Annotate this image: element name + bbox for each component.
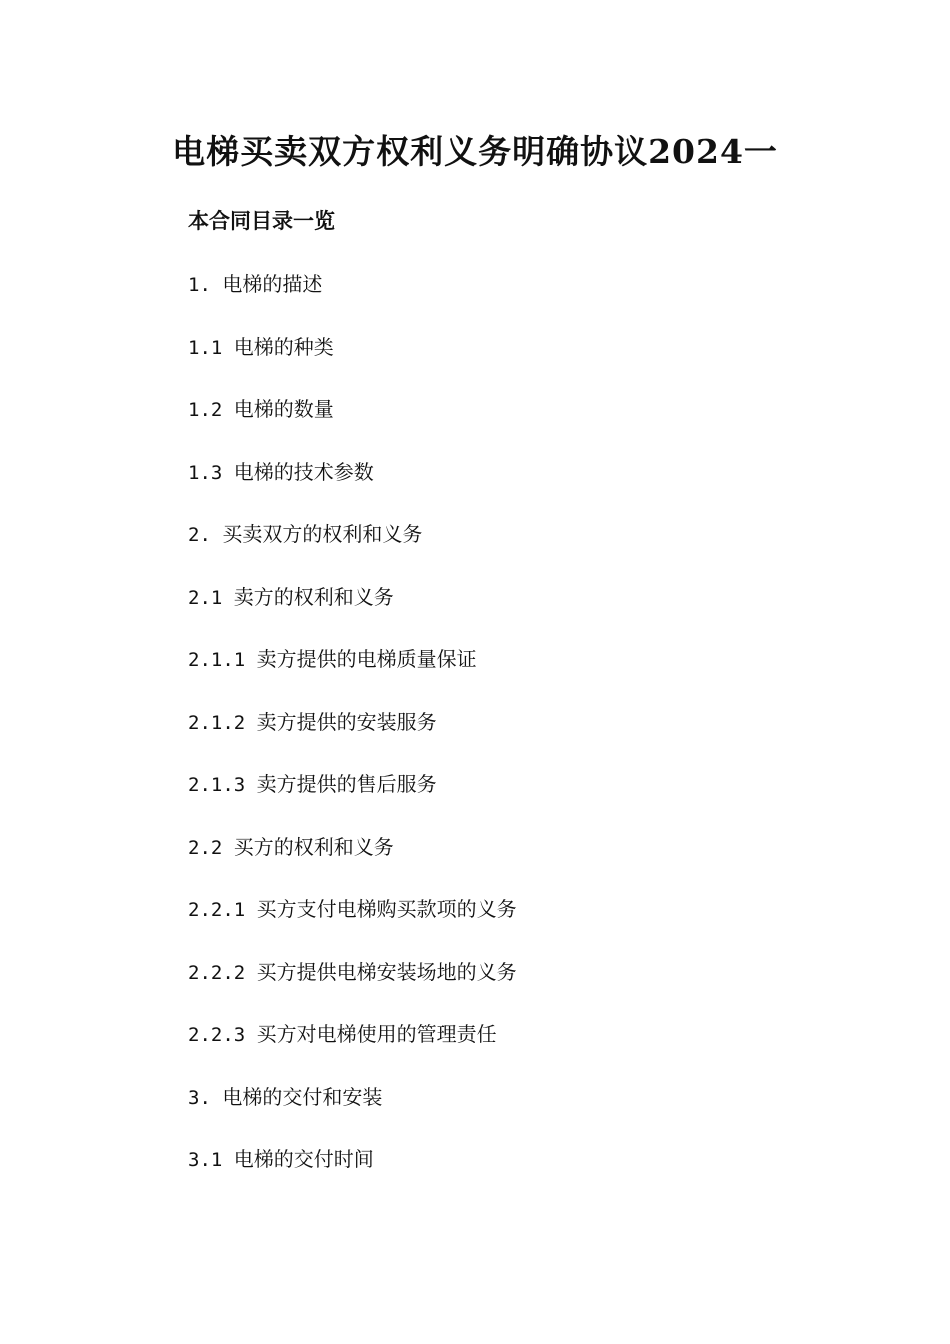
toc-item-number: 2.1.1 <box>188 649 257 671</box>
toc-item <box>188 706 517 769</box>
toc-item-text: 买方对电梯使用的管理责任 <box>256 1022 497 1046</box>
toc-item-text: 买方提供电梯安装场地的义务 <box>256 959 517 984</box>
toc-item-text: 电梯的数量 <box>233 397 334 421</box>
toc-item <box>188 1143 517 1206</box>
toc-item-number: 2.2 <box>188 836 234 859</box>
toc-item-number: 2.1.2 <box>188 711 257 734</box>
toc-item-number: 2. <box>188 524 223 546</box>
document-title: 电梯买卖双方权利义务明确协议2024一 <box>172 132 778 171</box>
toc-item <box>188 1018 517 1081</box>
toc-item <box>188 831 517 894</box>
toc-item-number: 3.1 <box>188 1149 234 1171</box>
toc-item <box>188 456 517 519</box>
toc-item-number: 2.1 <box>188 586 234 609</box>
toc-item <box>188 518 517 581</box>
toc-item <box>188 956 517 1019</box>
toc-item-text: 电梯的种类 <box>233 334 334 359</box>
toc-item-number: 3. <box>188 1086 223 1109</box>
toc-item-text: 卖方的权利和义务 <box>233 584 394 609</box>
toc-item-number: 1.1 <box>188 336 234 359</box>
toc-item-text: 电梯的技术参数 <box>233 459 374 484</box>
toc-item-number: 2.1.3 <box>188 774 257 796</box>
toc-item-text: 卖方提供的售后服务 <box>256 772 437 796</box>
toc-item-number: 1.2 <box>188 399 234 421</box>
toc-item-text: 电梯的交付和安装 <box>222 1084 383 1109</box>
toc-item-text: 买方的权利和义务 <box>233 834 394 859</box>
toc-item-number: 1.3 <box>188 461 234 484</box>
toc-item <box>188 393 517 456</box>
toc-item <box>188 768 517 831</box>
toc-item-text: 卖方提供的安装服务 <box>256 709 437 734</box>
toc-item <box>188 1081 517 1144</box>
table-of-contents <box>188 268 517 1206</box>
toc-item-text: 买卖双方的权利和义务 <box>222 522 423 546</box>
toc-item-number: 1. <box>188 274 223 296</box>
toc-item-text: 卖方提供的电梯质量保证 <box>256 647 477 671</box>
toc-item-text: 电梯的描述 <box>222 272 323 296</box>
toc-heading: 本合同目录一览 <box>188 208 335 233</box>
toc-item-number: 2.2.3 <box>188 1024 257 1046</box>
toc-item-number: 2.2.2 <box>188 961 257 984</box>
toc-item <box>188 893 517 956</box>
toc-item <box>188 331 517 394</box>
toc-item-number: 2.2.1 <box>188 899 257 921</box>
toc-item <box>188 643 517 706</box>
toc-item-text: 买方支付电梯购买款项的义务 <box>256 897 517 921</box>
toc-item <box>188 581 517 644</box>
toc-item-text: 电梯的交付时间 <box>233 1147 374 1171</box>
toc-item <box>188 268 517 331</box>
